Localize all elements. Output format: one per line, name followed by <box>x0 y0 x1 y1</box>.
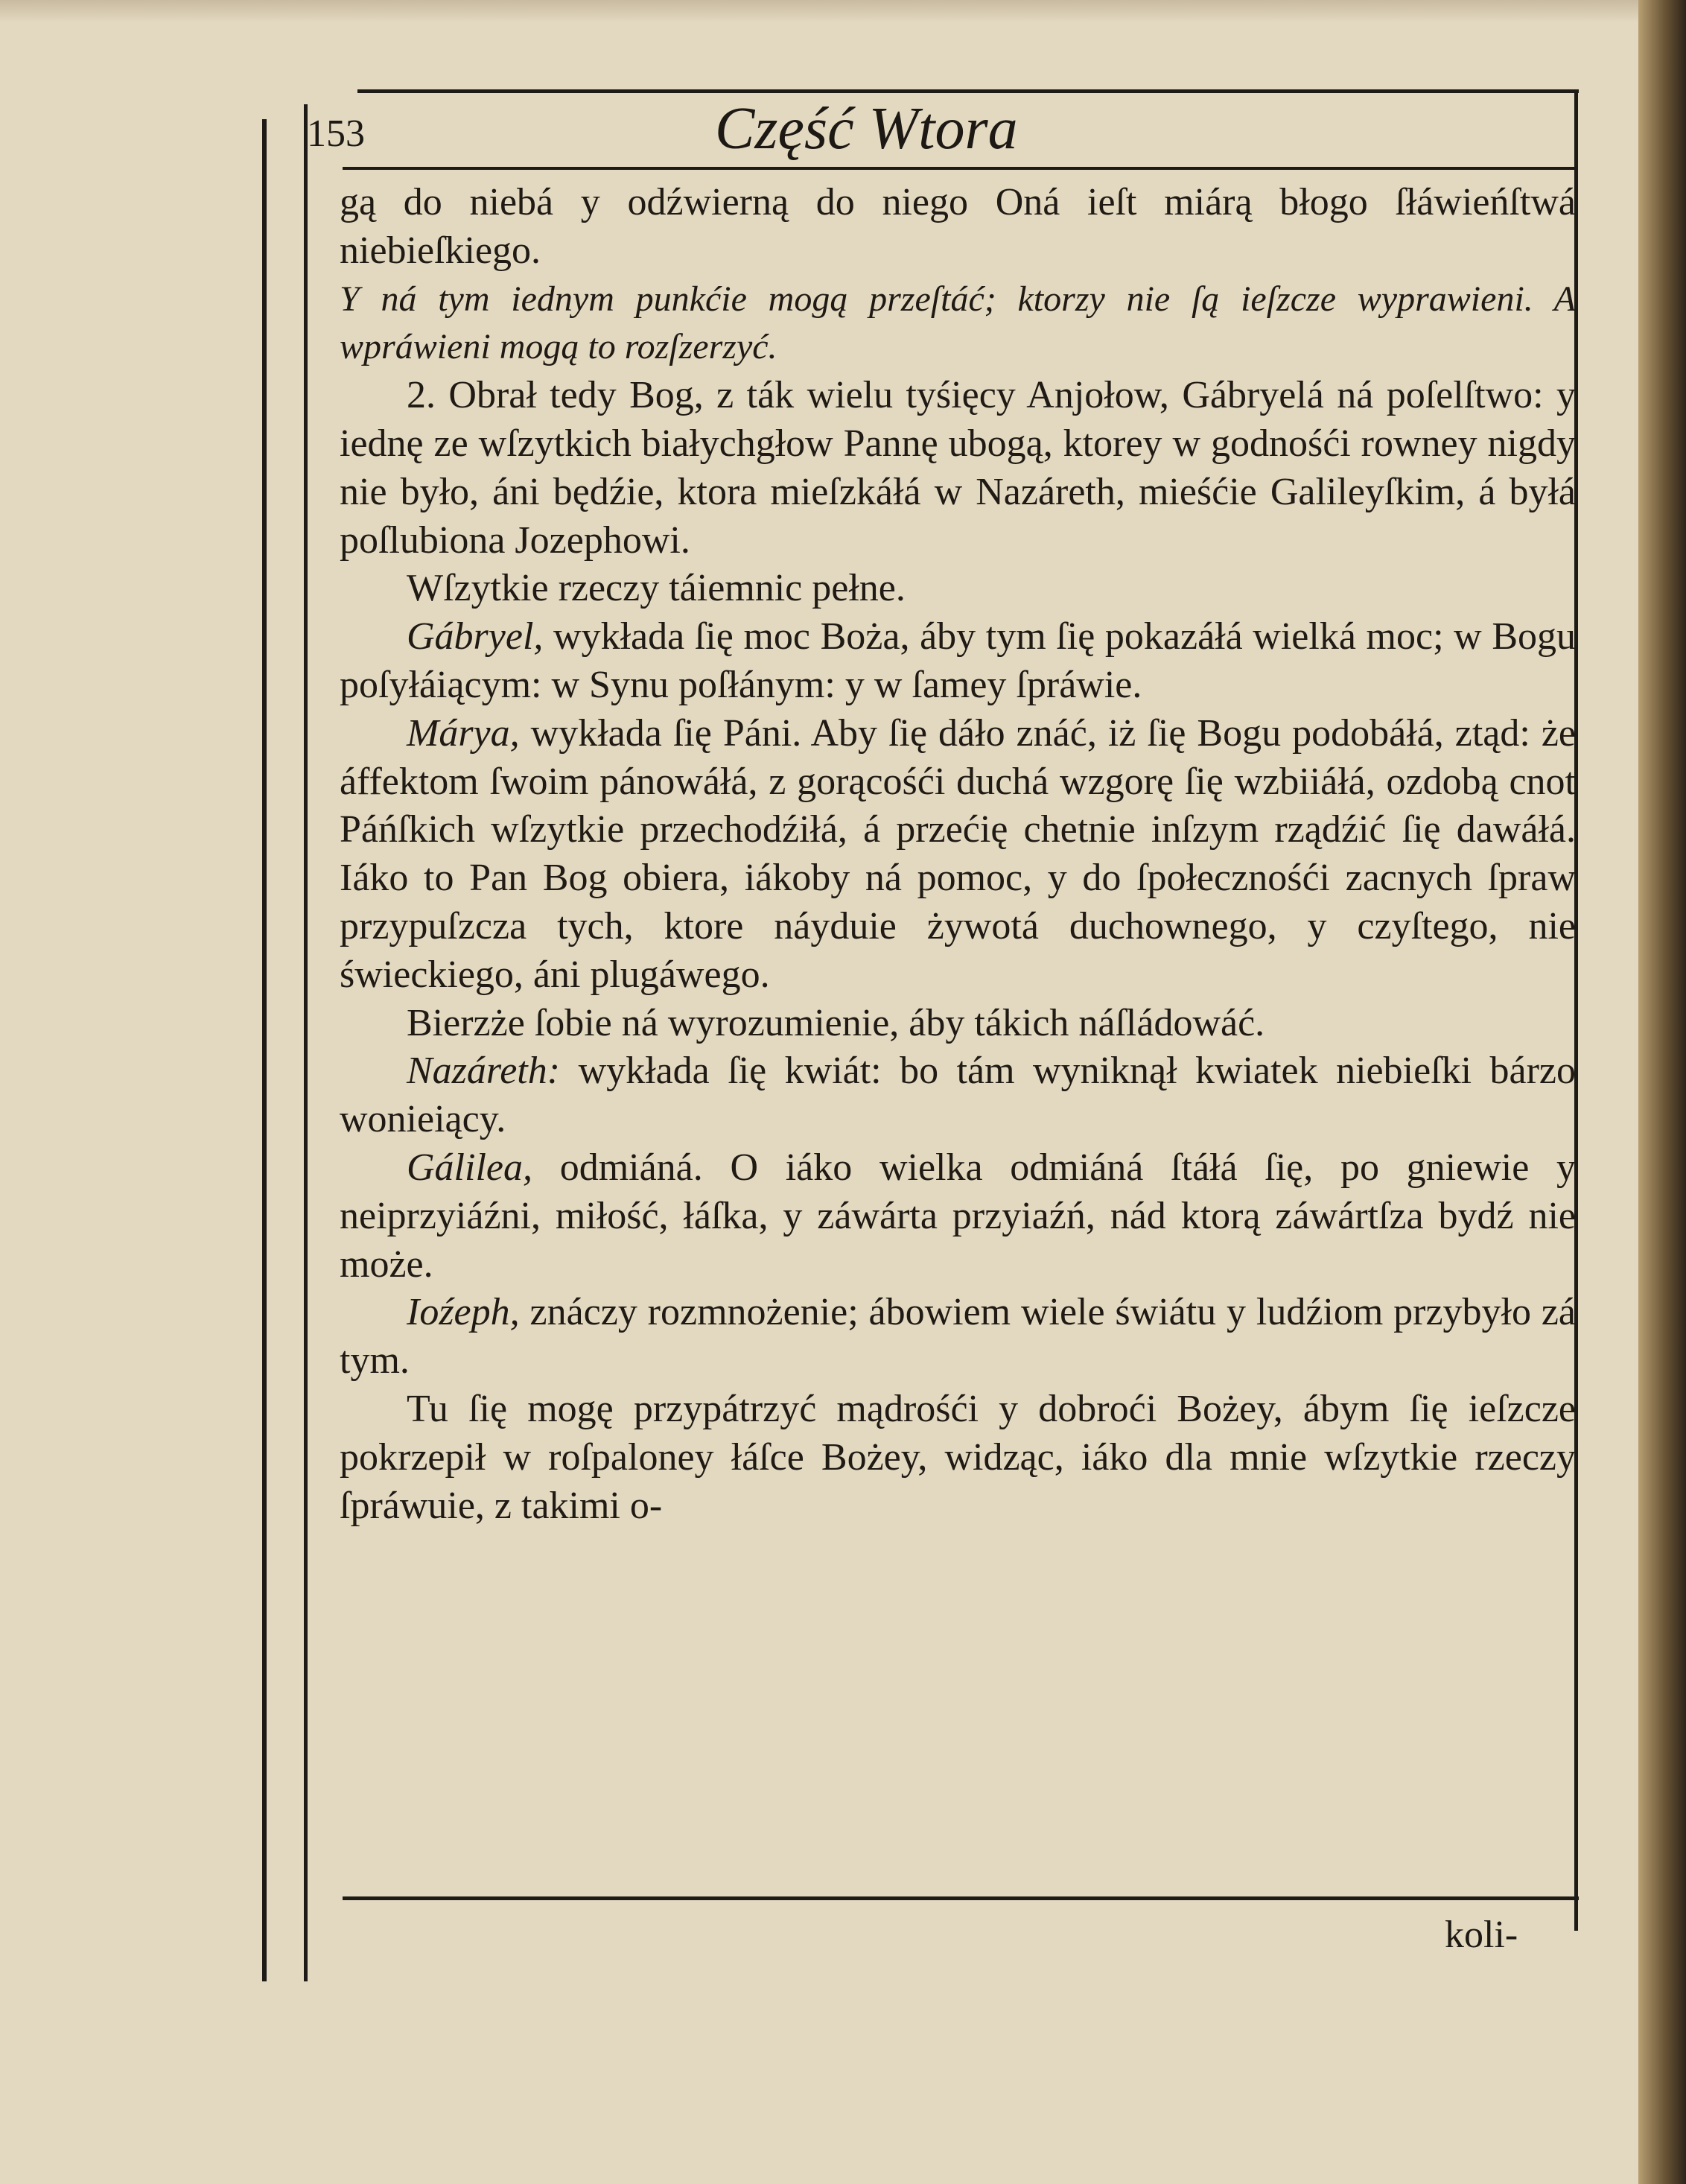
page-number: 153 <box>307 112 365 155</box>
paragraph-text: wykłada ſię kwiát: bo tám wyniknął kwiatek niebieſki bárzo wonieiący. <box>340 1050 1576 1141</box>
paragraph-lead-word: Gábryel, <box>407 615 544 658</box>
top-rule <box>357 89 1579 93</box>
paragraph-8 <box>340 1047 1576 1144</box>
paragraph-text: wykłada ſię moc Boża, áby tym ſię pokazáłá wielká moc; w Bogu poſyłáiącym: w Synu poſłánym: y w ſamey ſpráwie. <box>340 615 1577 706</box>
book-spine-edge <box>1638 0 1686 2184</box>
outer-left-rule <box>262 119 267 1981</box>
paragraph-5 <box>340 613 1576 710</box>
paragraph-text: odmiáná. O iáko wielka odmiáná ſtáłá ſię, po gniewie y neiprzyiáźni, miłość, łáſka, y záwárta przyiaźń, nád ktorą záwártſza bydź nie może. <box>340 1146 1576 1286</box>
bottom-rule <box>343 1896 1579 1900</box>
paragraph-text: 2. Obrał tedy Bog, z ták wielu tyśięcy Anjołow, Gábryelá ná poſelſtwo: y iednę ze wſzytkich białychgłow Pannę ubogą, ktorey w godnośći rowney nigdy nie było, áni będźie, ktora mieſzkáłá w Nazáreth, mieśćie Galileyſkim, á byłá poſlubiona Jozephowi. <box>340 374 1576 562</box>
paragraph-text: Wſzytkie rzeczy táiemnic pełne. <box>407 567 906 610</box>
header-underline-rule <box>343 167 1576 170</box>
paragraph-11 <box>340 1385 1576 1530</box>
paragraph-lead-word: Nazáreth: <box>407 1050 561 1093</box>
paragraph-lead-word: Márya, <box>407 711 520 755</box>
inner-left-rule <box>304 104 308 1981</box>
paragraph-lead-word: Ioźeph, <box>407 1291 520 1334</box>
paragraph-text: Bierzże ſobie ná wyrozumienie, áby tákich náſládowáć. <box>407 1001 1265 1044</box>
paragraph-text: Tu ſię mogę przypátrzyć mądrośći y dobroći Bożey, ábym ſię ieſzcze pokrzepił w roſpaloney łáſce Bożey, widząc, iáko dla mnie wſzytkie rzeczy ſpráwuie, z takimi o- <box>340 1387 1576 1527</box>
paragraph-2 <box>340 276 1576 372</box>
paragraph-6 <box>340 710 1576 1000</box>
paragraph-9 <box>340 1144 1576 1289</box>
page-top-shadow <box>0 0 1638 22</box>
paragraph-text: gą do niebá y odźwierną do niego Oná ieſt miárą błogo ſłáwieńſtwá niebieſkiego. <box>340 181 1576 272</box>
paragraph-lead-word: Gálilea, <box>407 1146 532 1189</box>
running-title: Część Wtora <box>715 96 1018 162</box>
paragraph-text: Y ná tym iednym punkćie mogą przeſtáć; ktorzy nie ſą ieſzcze wyprawieni. A wpráwieni mogą to rozſzerzyć. <box>340 279 1576 367</box>
paragraph-10 <box>340 1289 1576 1385</box>
paragraph-text: znáczy rozmnożenie; ábowiem wiele świátu y ludźiom przybyło zá tym. <box>340 1291 1577 1383</box>
paragraph-1 <box>340 179 1576 276</box>
paragraph-4 <box>340 565 1576 613</box>
paragraph-7 <box>340 1000 1576 1048</box>
text-block <box>340 179 1576 1530</box>
paragraph-text: wykłada ſię Páni. Aby ſię dáło znáć, iż ſię Bogu podobáłá, ztąd: że áffektom ſwoim pánowáłá, z gorącośći duchá wzgorę ſię wzbiiáłá, ozdobą cnot Páńſkich wſzytkie przechodźiłá, á przećię chetnie inſzym rządźić ſię dawáłá. Iáko to Pan Bog obiera, iákoby ná pomoc, y do ſpołecznośći zacnych ſpraw przypuſzcza tych, ktore náyduie żywotá duchownego, y czyſtego, nie świeckiego, áni plugáwego. <box>340 711 1577 996</box>
paragraph-3 <box>340 372 1576 565</box>
catchword: koli- <box>1445 1914 1518 1956</box>
